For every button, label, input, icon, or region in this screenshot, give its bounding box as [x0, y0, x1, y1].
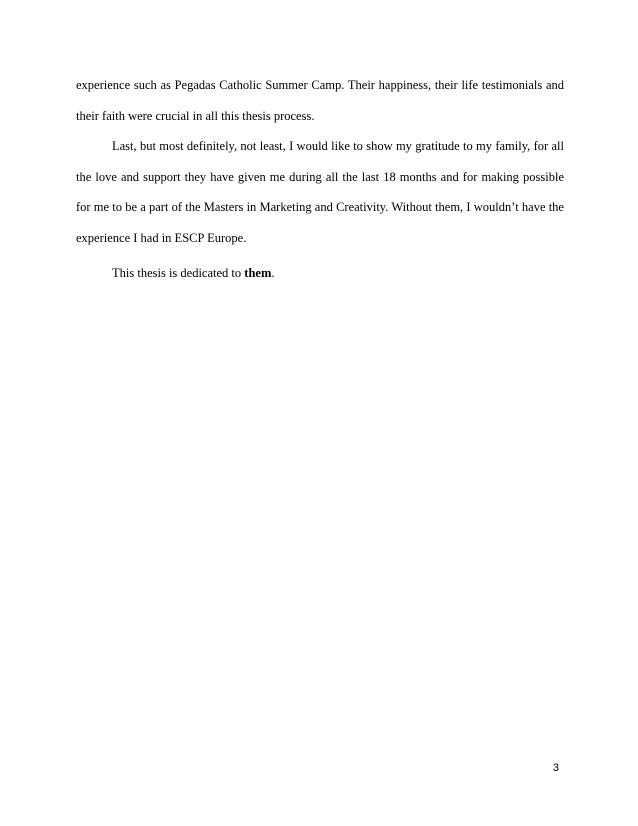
dedication-suffix: .	[271, 266, 275, 280]
body-text	[76, 70, 564, 289]
dedication-emphasis: them	[244, 266, 272, 280]
dedication-prefix: This thesis is dedicated to	[112, 266, 245, 280]
page-number: 3	[552, 762, 559, 774]
paragraph-continued: experience such as Pegadas Catholic Summer Camp. Their happiness, their life testimonials and their faith were crucial in all this thesis process.	[76, 78, 564, 123]
paragraph-gratitude-family: Last, but most definitely, not least, I would like to show my gratitude to my family, for all the love and support they have given me during all the last 18 months and for making possible for me to be a part of the Masters in Marketing and Creativity. Without them, I wouldn’t have the experience I had in ESCP Europe.	[76, 139, 564, 245]
dedication-line	[76, 258, 564, 289]
